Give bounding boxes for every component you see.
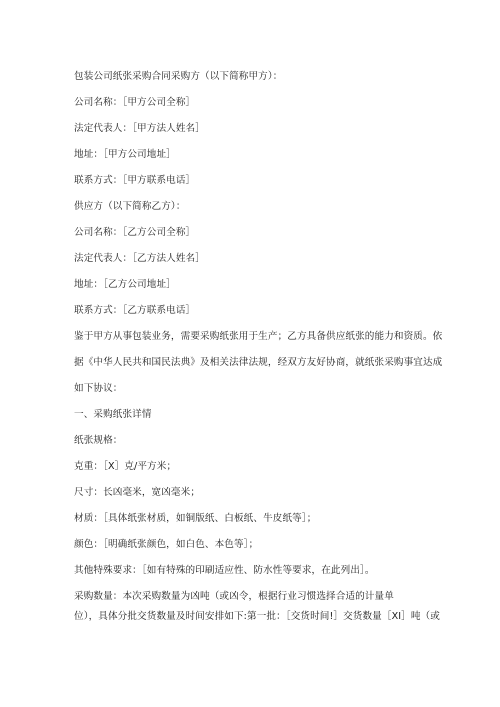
preamble-line-2: 据《中华人民共和国民法典》及相关法律法规，经双方友好协商，就纸张采购事宜达成 xyxy=(74,357,443,368)
purchase-quantity-line-2: 位），具体分批交货数量及时间安排如下:第一批：［交货时间!］交货数量［XI］吨（或 xyxy=(74,611,440,622)
supplier-address: 地址：［乙方公司地址］ xyxy=(74,279,176,290)
doc-heading-purchaser: 包装公司纸张采购合同采购方（以下简称甲方）： xyxy=(74,71,283,82)
supplier-contact: 联系方式：［乙方联系电话］ xyxy=(74,305,196,316)
supplier-company-name: 公司名称：［乙方公司全称］ xyxy=(74,227,196,238)
purchaser-contact: 联系方式：［甲方联系电话］ xyxy=(74,175,196,186)
preamble-line-1: 鉴于甲方从事包装业务，需要采购纸张用于生产；乙方具备供应纸张的能力和资质。依 xyxy=(74,331,443,342)
section-heading-1: 一、采购纸张详情 xyxy=(74,409,152,420)
paper-material: 材质：［具体纸张材质，如铜版纸、白板纸、牛皮纸等］； xyxy=(74,513,317,524)
doc-heading-supplier: 供应方（以下简称乙方）： xyxy=(74,201,186,212)
purchaser-company-name: 公司名称：［甲方公司全称］ xyxy=(74,97,196,108)
paper-spec-label: 纸张规格： xyxy=(74,435,123,446)
paper-color: 颜色：［明确纸张颜色，如白色、本色等］； xyxy=(74,539,259,550)
supplier-legal-rep: 法定代表人：［乙方法人姓名］ xyxy=(74,253,205,264)
paper-size: 尺寸：长凶毫米，宽凶毫米； xyxy=(74,487,201,498)
paper-special-requirements: 其他特殊要求：［如有特殊的印刷适应性、防水性等要求，在此列出］。 xyxy=(74,565,375,576)
preamble-line-3: 如下协议： xyxy=(74,383,123,394)
purchase-quantity-line-1: 采购数量：本次采购数量为凶吨（或凶令，根据行业习惯选择合适的计量单 xyxy=(74,591,394,602)
purchaser-address: 地址：［甲方公司地址］ xyxy=(74,149,176,160)
purchaser-legal-rep: 法定代表人：［甲方法人姓名］ xyxy=(74,123,205,134)
paper-weight: 克重：［X］克/平方米； xyxy=(74,461,177,472)
